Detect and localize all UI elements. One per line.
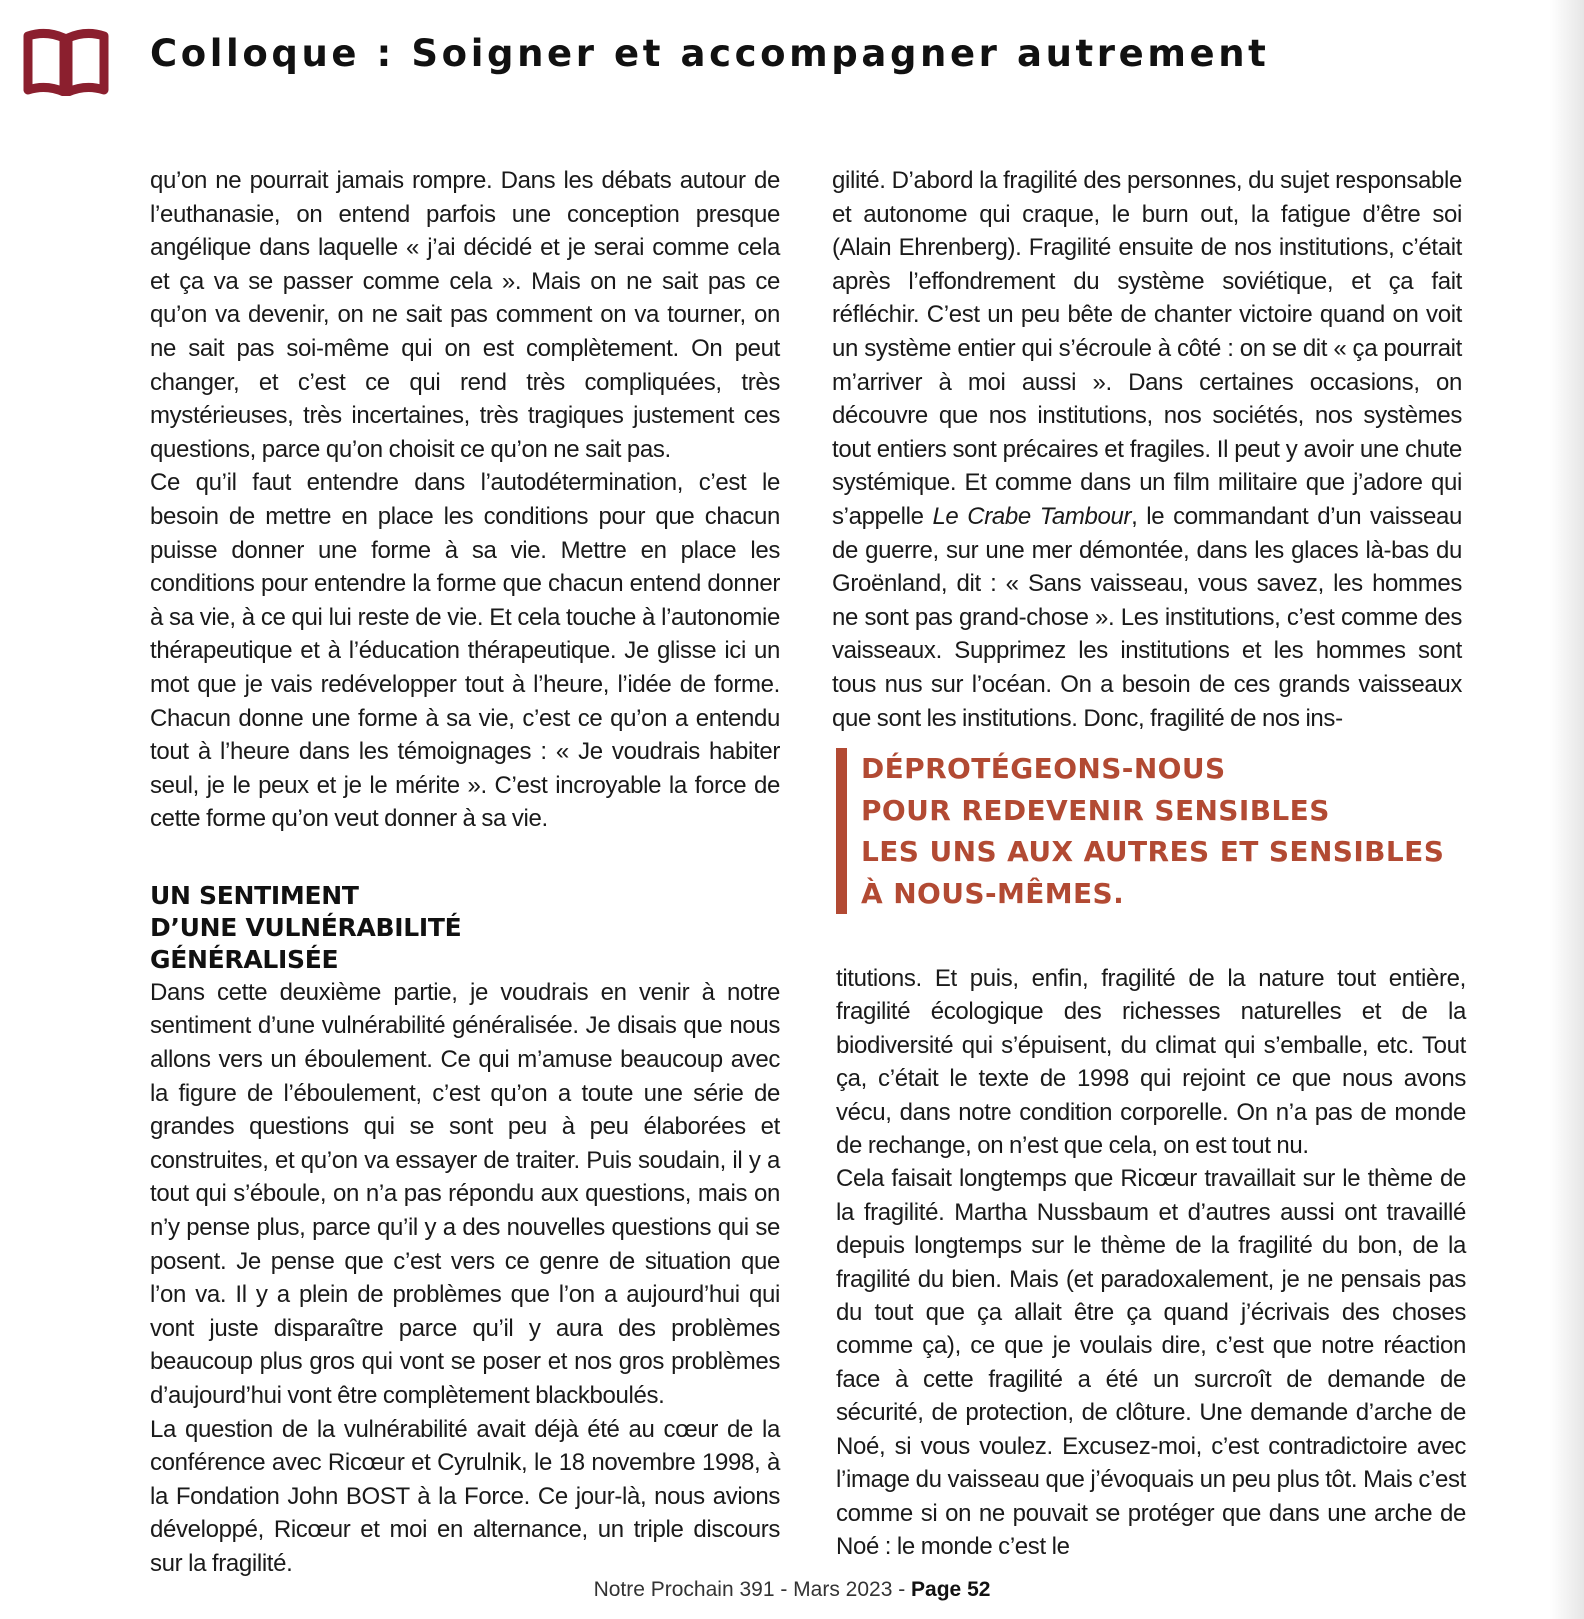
paragraph: Cela faisait longtemps que Ricœur travaillait sur le thème de la fragilité. Martha Nussbaum et d’autres aussi ont travaillé depuis longtemps sur le thème de la fragilité du bon, de la fragilité du bien. Mais (et paradoxalement, je ne pensais pas du tout que ça allait être ça quand j’écrivais des choses comme ça), ce que je voulais dire, c’est que notre réaction face à cette fragilité a été un surcroît de demande de sécurité, de protection, de clôture. Une demande d’arche de Noé, si vous voulez. Excusez-moi, c’est contradictoire avec l’image du vaisseau que j’évoquais un peu plus tôt. Mais c’est comme si on ne pouvait se protéger que dans une arche de Noé : le monde c’est le <box>836 1165 1466 1560</box>
paragraph: Dans cette deuxième partie, je voudrais en venir à notre sentiment d’une vulnérabilité généralisée. Je disais que nous allons vers un éboulement. Ce qui m’amuse beaucoup avec la figure de l’éboulement, c’est qu’on a toute une série de grandes questions qui se sont peu à peu élaborées et construites, et qu’on va essayer de traiter. Puis soudain, il y a tout qui s’éboule, on n’a pas répondu aux questions, mais on n’y pense plus, parce qu’il y a des nouvelles questions qui se posent. Je pense que c’est vers ce genre de situation que l’on va. Il y a plein de problèmes que l’on a aujourd’hui qui vont juste disparaître parce qu’il y aura des problèmes beaucoup plus gros qui vont se poser et nos gros problèmes d’aujourd’hui vont être complètement blackboulés. <box>150 978 780 1409</box>
page-footer <box>0 1578 1584 1602</box>
page-title: Colloque : Soigner et accompagner autrement <box>150 32 1270 75</box>
pull-quote-line: DÉPROTÉGEONS-NOUS <box>861 752 1226 785</box>
section-heading-line: D’UNE VULNÉRABILITÉ <box>150 912 462 942</box>
paragraph: qu’on ne pourrait jamais rompre. Dans les débats autour de l’euthanasie, on entend parfois une conception presque angélique dans laquelle « j’ai décidé et je serai comme cela et ça va se passer comme cela ». Mais on ne sait pas ce qu’on va devenir, on ne sait pas comment on va tourner, on ne sait pas soi-même qui on est complètement. On peut changer, et c’est ce qui rend très compliquées, très mystérieuses, très incertaines, très tragiques justement ces questions, parce qu’on choisit ce qu’on ne sait pas. <box>150 167 780 463</box>
pull-quote-line: À NOUS-MÊMES. <box>861 876 1125 910</box>
left-column <box>150 164 780 1581</box>
section-heading-line: UN SENTIMENT <box>150 880 359 910</box>
pull-quote <box>836 748 1501 914</box>
text-run: gilité. D’abord la fragilité des personnes, du sujet responsable et autonome qui craque, le burn out, la fatigue d’être soi (Alain Ehrenberg). Fragilité ensuite de nos institutions, c’était après l’effondrement du système soviétique, et ça fait réfléchir. C’est un peu bête de chanter victoire quand on voit un système entier qui s’écroule à côté : on se dit « ça pourrait m’arriver à moi aussi ». Dans certaines occasions, on découvre que nos institutions, nos sociétés, nos systèmes tout entiers sont précaires et fragiles. Il peut y avoir une chute systémique. Et comme dans un film militaire que j’adore qui s’appelle <box>832 167 1462 530</box>
right-column-upper <box>832 164 1462 735</box>
right-column-lower <box>836 962 1466 1563</box>
section-heading-line: GÉNÉRALISÉE <box>150 944 339 974</box>
text-run: , le commandant d’un vaisseau de guerre, sur une mer démontée, dans les glaces là-bas du Groënland, dit : « Sans vaisseau, vous savez, les hommes ne sont pas grand-chose ». Les institutions, c’est comme des vaisseaux. Supprimez les institutions et les hommes sont tous nus sur l’océan. On a besoin de ces grands vaisseaux que sont les institutions. Donc, fragilité de nos ins- <box>832 502 1462 732</box>
paragraph: Ce qu’il faut entendre dans l’autodétermination, c’est le besoin de mettre en place les conditions pour que chacun puisse donner une forme à sa vie. Mettre en place les conditions pour entendre la forme que chacun entend donner à sa vie, à ce qui lui reste de vie. Et cela touche à l’autonomie thérapeutique et à l’éducation thérapeutique. Je glisse ici un mot que je vais redévelopper tout à l’heure, l’idée de forme. Chacun donne une forme à sa vie, c’est ce qu’on a entendu tout à l’heure dans les témoignages : « Je voudrais habiter seul, je le peux et je le mérite ». C’est incroyable la force de cette forme qu’on veut donner à sa vie. <box>150 469 780 833</box>
pull-quote-line: POUR REDEVENIR SENSIBLES <box>861 793 1330 827</box>
page-header <box>22 26 1270 96</box>
page-edge-shadow <box>1550 0 1584 1619</box>
section-heading <box>150 880 780 976</box>
film-title: Le Crabe Tambour <box>932 502 1132 530</box>
publication-info: Notre Prochain 391 - Mars 2023 - <box>593 1578 912 1601</box>
paragraph: La question de la vulnérabilité avait déjà été au cœur de la conférence avec Ricœur et Cyrulnik, le 18 novembre 1998, à la Fondation John BOST à la Force. Ce jour-là, nous avions développé, Ricœur et moi en alternance, un triple discours sur la fragilité. <box>150 1415 780 1577</box>
page-number: Page 52 <box>911 1578 991 1601</box>
paragraph: titutions. Et puis, enfin, fragilité de la nature tout entière, fragilité écologique des richesses naturelles et de la biodiversité qui s’épuisent, du climat qui s’emballe, etc. Tout ça, c’était le texte de 1998 qui rejoint ce que nous avons vécu, dans notre condition corporelle. On n’a pas de monde de rechange, on n’est que cela, on est tout nu. <box>836 965 1466 1160</box>
paragraph <box>832 164 1462 735</box>
book-icon <box>22 28 110 96</box>
pull-quote-line: LES UNS AUX AUTRES ET SENSIBLES <box>861 835 1445 868</box>
